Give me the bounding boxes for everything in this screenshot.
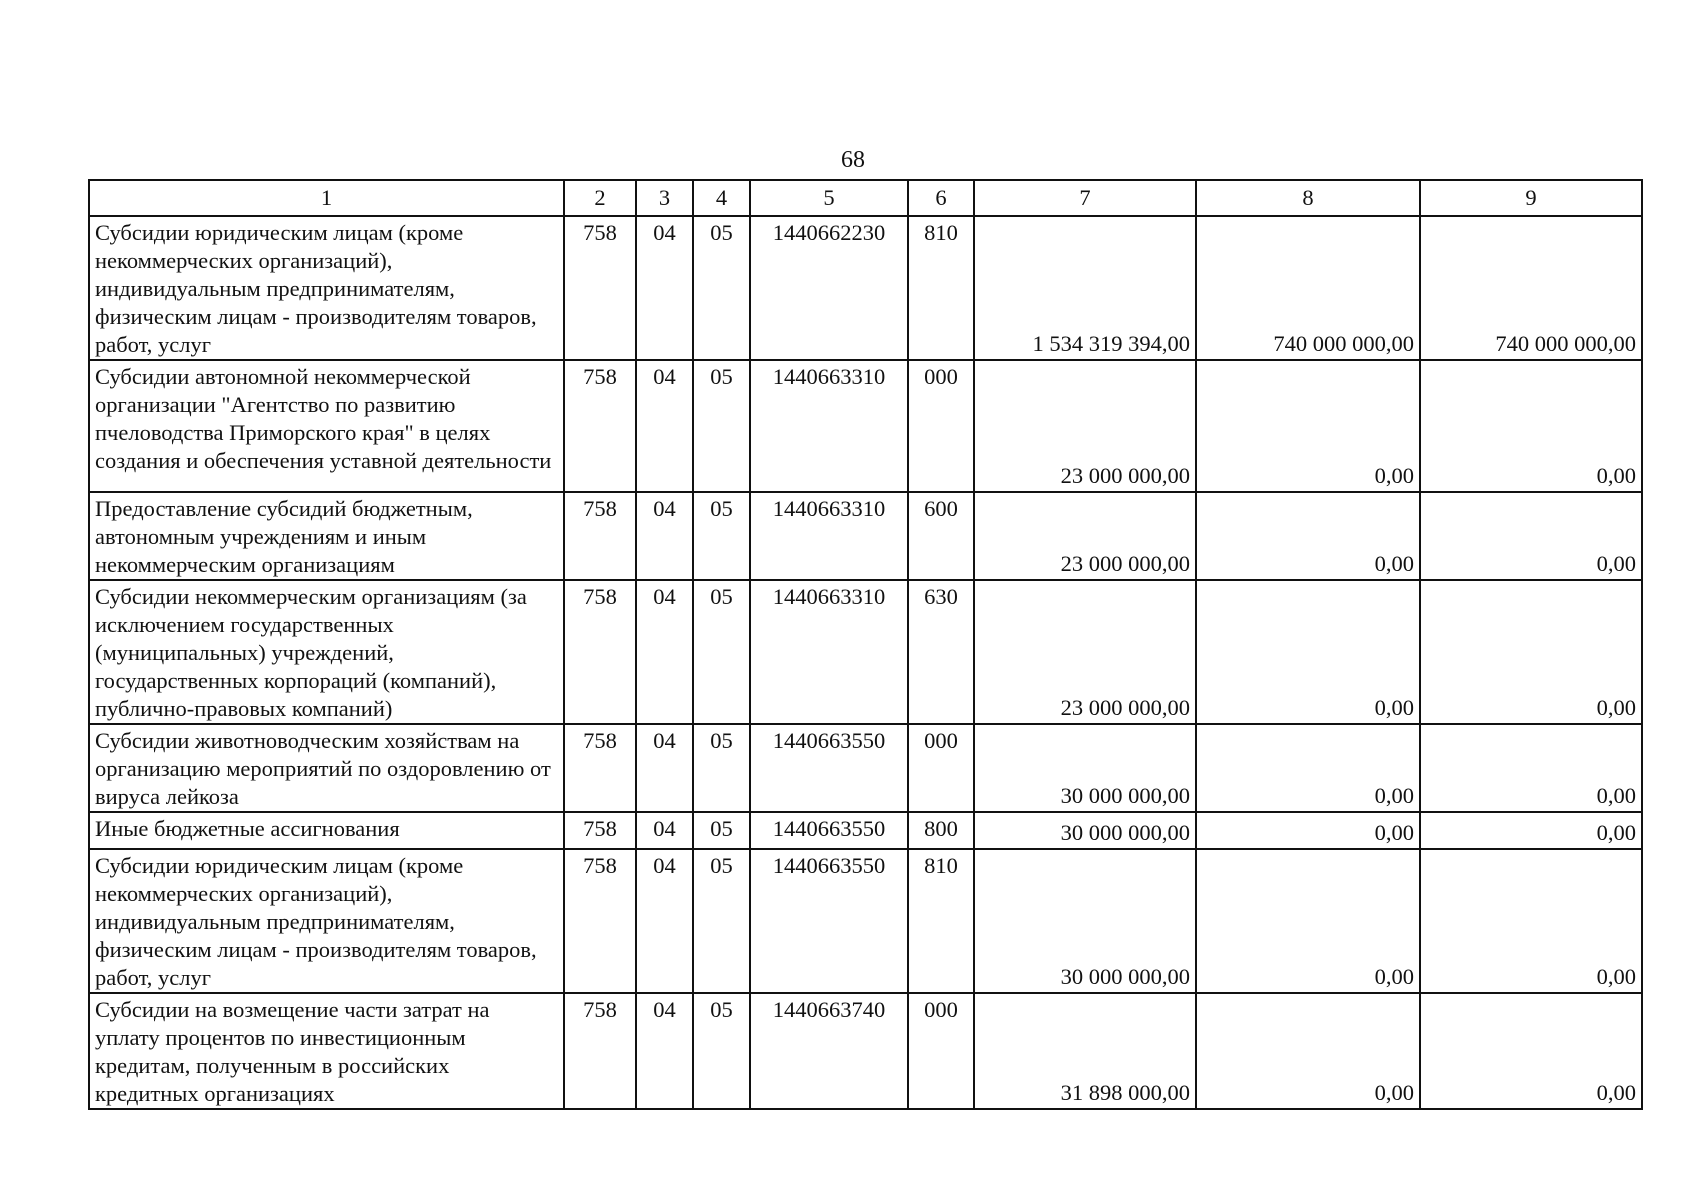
row-expense-type: 810: [908, 849, 974, 993]
table-row: [89, 724, 1642, 812]
table-row: [89, 812, 1642, 849]
row-amount-col7: 30 000 000,00: [974, 849, 1196, 993]
row-amount-col9: 0,00: [1420, 812, 1642, 849]
row-subsection-code: 05: [693, 492, 750, 580]
table-row: [89, 849, 1642, 993]
row-amount-col9: 0,00: [1420, 360, 1642, 492]
row-target-article: 1440663310: [750, 360, 908, 492]
row-amount-col8: 0,00: [1196, 580, 1420, 724]
row-target-article: 1440663550: [750, 724, 908, 812]
row-section-code: 04: [636, 580, 693, 724]
table-row: [89, 993, 1642, 1109]
row-target-article: 1440663550: [750, 812, 908, 849]
row-target-article: 1440663550: [750, 849, 908, 993]
row-target-article: 1440663740: [750, 993, 908, 1109]
table-row: [89, 492, 1642, 580]
row-target-article: 1440663310: [750, 492, 908, 580]
row-amount-col9: 0,00: [1420, 993, 1642, 1109]
row-expense-type: 800: [908, 812, 974, 849]
row-section-code: 04: [636, 812, 693, 849]
row-amount-col7: 30 000 000,00: [974, 724, 1196, 812]
row-amount-col8: 740 000 000,00: [1196, 216, 1420, 360]
row-description: Предоставление субсидий бюджетным, автономным учреждениям и иным некоммерческим организациям: [89, 492, 564, 580]
column-header-5: 5: [750, 180, 908, 216]
table-row: [89, 580, 1642, 724]
row-admin-code: 758: [564, 216, 636, 360]
row-subsection-code: 05: [693, 724, 750, 812]
row-expense-type: 600: [908, 492, 974, 580]
row-amount-col8: 0,00: [1196, 993, 1420, 1109]
row-expense-type: 630: [908, 580, 974, 724]
row-target-article: 1440662230: [750, 216, 908, 360]
row-admin-code: 758: [564, 849, 636, 993]
page-number: 68: [841, 147, 865, 173]
row-section-code: 04: [636, 216, 693, 360]
row-subsection-code: 05: [693, 216, 750, 360]
column-header-4: 4: [693, 180, 750, 216]
row-target-article: 1440663310: [750, 580, 908, 724]
row-description: Субсидии юридическим лицам (кроме некоммерческих организаций), индивидуальным предпринимателям, физическим лицам - производителям товаров, работ, услуг: [89, 216, 564, 360]
row-expense-type: 000: [908, 993, 974, 1109]
row-section-code: 04: [636, 492, 693, 580]
column-header-6: 6: [908, 180, 974, 216]
row-subsection-code: 05: [693, 993, 750, 1109]
row-amount-col9: 0,00: [1420, 492, 1642, 580]
row-expense-type: 810: [908, 216, 974, 360]
row-admin-code: 758: [564, 360, 636, 492]
table-header-row: [89, 180, 1642, 216]
row-expense-type: 000: [908, 360, 974, 492]
column-header-9: 9: [1420, 180, 1642, 216]
row-subsection-code: 05: [693, 812, 750, 849]
row-section-code: 04: [636, 849, 693, 993]
row-admin-code: 758: [564, 492, 636, 580]
column-header-7: 7: [974, 180, 1196, 216]
row-description: Субсидии автономной некоммерческой организации "Агентство по развитию пчеловодства Приморского края" в целях создания и обеспечения уставной деятельности: [89, 360, 564, 492]
row-section-code: 04: [636, 993, 693, 1109]
column-header-1: 1: [89, 180, 564, 216]
budget-table: [88, 179, 1643, 1110]
row-amount-col9: 740 000 000,00: [1420, 216, 1642, 360]
row-section-code: 04: [636, 360, 693, 492]
row-admin-code: 758: [564, 580, 636, 724]
table-row: [89, 216, 1642, 360]
row-amount-col8: 0,00: [1196, 492, 1420, 580]
row-amount-col9: 0,00: [1420, 580, 1642, 724]
row-amount-col9: 0,00: [1420, 849, 1642, 993]
row-description: Субсидии на возмещение части затрат на уплату процентов по инвестиционным кредитам, полученным в российских кредитных организациях: [89, 993, 564, 1109]
row-amount-col8: 0,00: [1196, 849, 1420, 993]
row-amount-col7: 30 000 000,00: [974, 812, 1196, 849]
column-header-2: 2: [564, 180, 636, 216]
row-amount-col7: 31 898 000,00: [974, 993, 1196, 1109]
row-amount-col7: 23 000 000,00: [974, 492, 1196, 580]
row-section-code: 04: [636, 724, 693, 812]
row-admin-code: 758: [564, 724, 636, 812]
row-amount-col8: 0,00: [1196, 812, 1420, 849]
row-description: Иные бюджетные ассигнования: [89, 812, 564, 849]
row-amount-col9: 0,00: [1420, 724, 1642, 812]
column-header-8: 8: [1196, 180, 1420, 216]
row-amount-col8: 0,00: [1196, 360, 1420, 492]
row-description: Субсидии некоммерческим организациям (за исключением государственных (муниципальных) учреждений, государственных корпораций (компаний), публично-правовых компаний): [89, 580, 564, 724]
row-description: Субсидии юридическим лицам (кроме некоммерческих организаций), индивидуальным предпринимателям, физическим лицам - производителям товаров, работ, услуг: [89, 849, 564, 993]
row-amount-col7: 23 000 000,00: [974, 360, 1196, 492]
column-header-3: 3: [636, 180, 693, 216]
row-admin-code: 758: [564, 993, 636, 1109]
table-row: [89, 360, 1642, 492]
row-admin-code: 758: [564, 812, 636, 849]
row-amount-col7: 1 534 319 394,00: [974, 216, 1196, 360]
row-subsection-code: 05: [693, 849, 750, 993]
row-subsection-code: 05: [693, 580, 750, 724]
row-amount-col8: 0,00: [1196, 724, 1420, 812]
row-expense-type: 000: [908, 724, 974, 812]
row-subsection-code: 05: [693, 360, 750, 492]
row-description: Субсидии животноводческим хозяйствам на организацию мероприятий по оздоровлению от вируса лейкоза: [89, 724, 564, 812]
row-amount-col7: 23 000 000,00: [974, 580, 1196, 724]
